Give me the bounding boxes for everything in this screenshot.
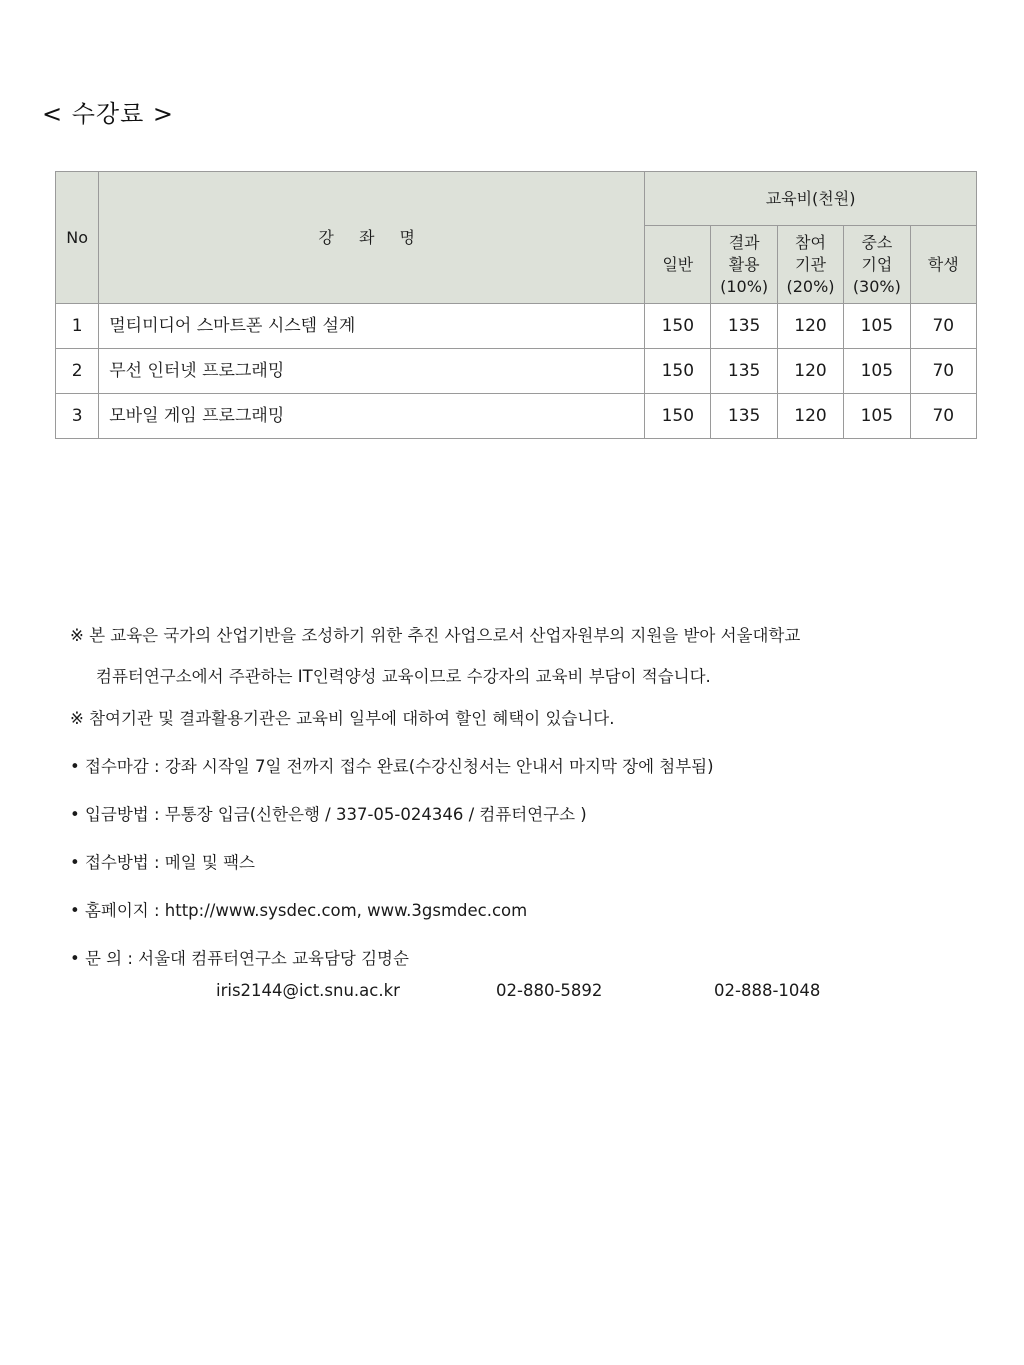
row-general-fee: 150 [645, 349, 711, 394]
row-sme-fee: 105 [844, 394, 910, 439]
contact-phone: 02-880-5892 [496, 981, 603, 1000]
row-participating-fee: 120 [777, 394, 843, 439]
note-subsidy-line1: ※ 본 교육은 국가의 산업기반을 조성하기 위한 추진 사업으로서 산업자원부의 지원을 받아 서울대학교 [70, 626, 801, 645]
row-course-name: 멀티미디어 스마트폰 시스템 설계 [99, 304, 645, 349]
row-result-use-fee: 135 [711, 304, 777, 349]
table-row [56, 349, 977, 394]
row-participating-fee: 120 [777, 304, 843, 349]
table-row [56, 304, 977, 349]
header-sme-line3: (30%) [852, 276, 901, 296]
row-sme-fee: 105 [844, 304, 910, 349]
header-sme-line1: 중소 [861, 232, 893, 252]
info-deadline: • 접수마감 : 강좌 시작일 7일 전까지 접수 완료(수강신청서는 안내서 마지막 장에 첨부됨) [70, 757, 714, 776]
contact-email: iris2144@ict.snu.ac.kr [216, 981, 400, 1000]
header-sme-line2: 기업 [861, 254, 893, 274]
row-course-name: 무선 인터넷 프로그래밍 [99, 349, 645, 394]
row-no: 1 [56, 304, 99, 349]
header-participating-line2: 기관 [795, 254, 826, 274]
row-student-fee: 70 [910, 394, 976, 439]
header-result-use-line1: 결과 [728, 232, 760, 252]
note-discount: ※ 참여기관 및 결과활용기관은 교육비 일부에 대하여 할인 혜택이 있습니다. [70, 709, 615, 728]
row-course-name: 모바일 게임 프로그래밍 [99, 394, 645, 439]
fee-table [55, 171, 977, 439]
header-sme [844, 226, 910, 304]
header-student: 학생 [910, 226, 976, 304]
header-result-use-line3: (10%) [720, 276, 769, 296]
info-payment: • 입금방법 : 무통장 입금(신한은행 / 337-05-024346 / 컴퓨터연구소 ) [70, 805, 587, 824]
row-sme-fee: 105 [844, 349, 910, 394]
page-title: < 수강료 > [42, 100, 175, 128]
row-participating-fee: 120 [777, 349, 843, 394]
header-participating-line1: 참여 [795, 232, 826, 252]
info-method: • 접수방법 : 메일 및 팩스 [70, 853, 255, 872]
row-result-use-fee: 135 [711, 394, 777, 439]
row-student-fee: 70 [910, 349, 976, 394]
row-no: 2 [56, 349, 99, 394]
table-row [56, 394, 977, 439]
header-no: No [56, 172, 99, 304]
contact-fax: 02-888-1048 [714, 981, 821, 1000]
note-subsidy-line2: 컴퓨터연구소에서 주관하는 IT인력양성 교육이므로 수강자의 교육비 부담이 적습니다. [96, 667, 711, 686]
row-general-fee: 150 [645, 304, 711, 349]
row-no: 3 [56, 394, 99, 439]
info-homepage: • 홈페이지 : http://www.sysdec.com, www.3gsmdec.com [70, 901, 528, 920]
header-participating [777, 226, 843, 304]
row-general-fee: 150 [645, 394, 711, 439]
row-student-fee: 70 [910, 304, 976, 349]
header-participating-line3: (20%) [786, 276, 835, 296]
header-general: 일반 [645, 226, 711, 304]
info-inquiry: • 문 의 : 서울대 컴퓨터연구소 교육담당 김명순 [70, 949, 409, 968]
header-result-use-line2: 활용 [728, 254, 760, 274]
header-result-use [711, 226, 777, 304]
header-course-name: 강 좌 명 [99, 172, 645, 304]
header-fee-group: 교육비(천원) [645, 172, 977, 226]
row-result-use-fee: 135 [711, 349, 777, 394]
